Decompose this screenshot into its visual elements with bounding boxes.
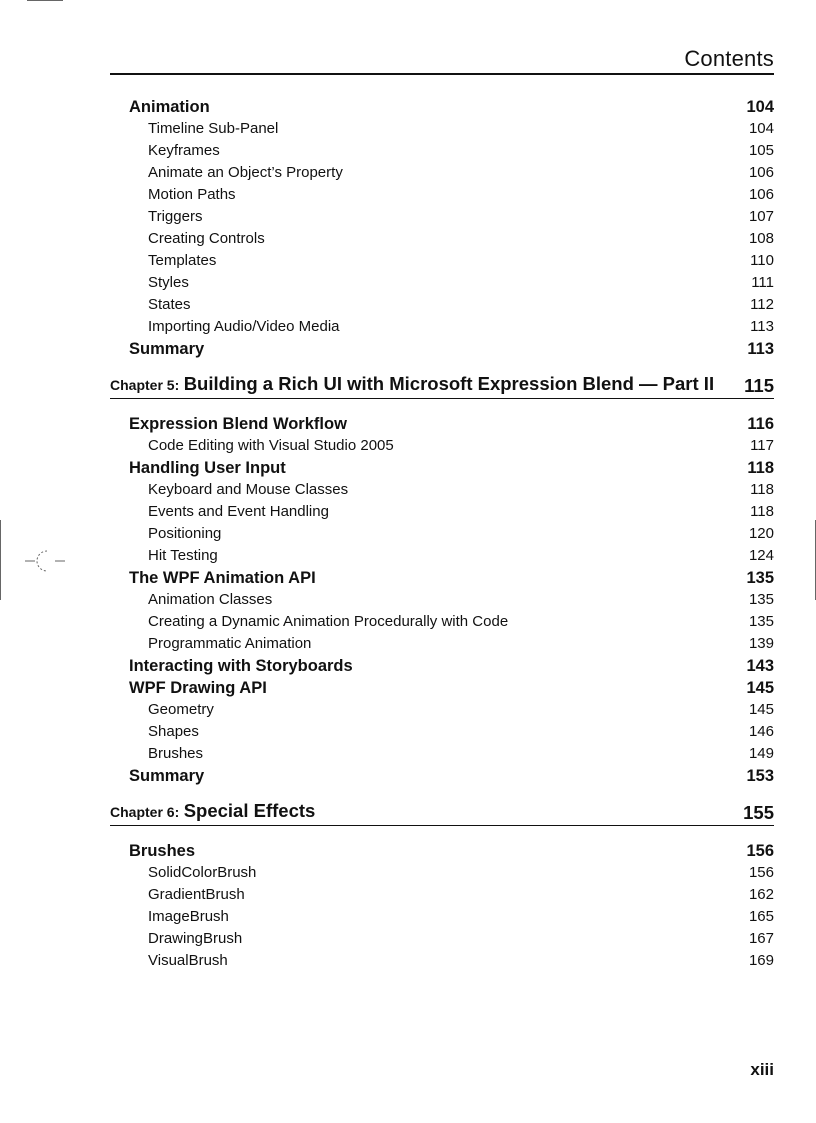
toc-page-number: 146 [748, 723, 774, 740]
toc-section-brushes[interactable] [110, 840, 774, 862]
toc-section-title: Animation [129, 98, 210, 116]
toc-entry[interactable] [110, 633, 774, 655]
toc-entry-label: Creating Controls [148, 230, 265, 247]
toc-page-number: 143 [746, 657, 774, 675]
toc-entry[interactable] [110, 479, 774, 501]
toc-entry-label: Animation Classes [148, 591, 273, 608]
toc-page-number: 145 [746, 679, 774, 697]
table-of-contents [110, 96, 774, 972]
toc-entry[interactable] [110, 884, 774, 906]
toc-page-number: 117 [750, 437, 774, 454]
toc-section-title: WPF Drawing API [129, 679, 267, 697]
toc-chapter-heading [110, 372, 714, 398]
header-rule [110, 73, 774, 75]
toc-entry[interactable] [110, 316, 774, 338]
toc-entry[interactable] [110, 589, 774, 611]
toc-page-number: 153 [746, 767, 774, 785]
toc-chapter-heading [110, 799, 315, 825]
toc-page-number: 111 [751, 274, 774, 291]
toc-page-number: 167 [748, 930, 774, 947]
toc-page-number: 104 [746, 98, 774, 116]
toc-entry-label: ImageBrush [148, 908, 229, 925]
toc-entry-label: Events and Event Handling [148, 503, 329, 520]
toc-page-number: 135 [748, 613, 774, 630]
chapter-title: Building a Rich UI with Microsoft Expression Blend — Part II [183, 373, 715, 394]
toc-section-workflow[interactable] [110, 413, 774, 435]
toc-page-number: 118 [747, 459, 774, 477]
toc-page-number: 156 [746, 842, 774, 860]
toc-entry[interactable] [110, 743, 774, 765]
toc-entry[interactable] [110, 294, 774, 316]
toc-section-title: Brushes [129, 842, 196, 860]
toc-entry-label: Templates [148, 252, 217, 269]
toc-page-number: 139 [748, 635, 774, 652]
toc-entry-label: Creating a Dynamic Animation Procedurally with Code [148, 613, 509, 630]
toc-chapter-6[interactable] [110, 801, 774, 826]
toc-section-title: Summary [129, 340, 205, 358]
page-header-title: Contents [684, 46, 774, 71]
toc-chapter-5[interactable] [110, 374, 774, 399]
toc-entry[interactable] [110, 699, 774, 721]
toc-entry[interactable] [110, 906, 774, 928]
toc-section-summary[interactable] [110, 338, 774, 360]
toc-entry-label: Programmatic Animation [148, 635, 312, 652]
toc-page-number: 118 [750, 481, 774, 498]
toc-section-user-input[interactable] [110, 457, 774, 479]
toc-entry-label: Animate an Object’s Property [148, 164, 343, 181]
toc-entry-label: States [148, 296, 191, 313]
toc-section-animation-api[interactable] [110, 567, 774, 589]
toc-page-number: 113 [750, 318, 774, 335]
toc-page-number: 116 [747, 415, 774, 433]
toc-entry-label: Keyboard and Mouse Classes [148, 481, 349, 498]
toc-page-number: 156 [748, 864, 774, 881]
toc-page-number: 112 [750, 296, 774, 313]
toc-section-title: The WPF Animation API [129, 569, 316, 587]
toc-page-number: 113 [747, 340, 774, 358]
toc-entry-label: Positioning [148, 525, 222, 542]
toc-page-number: 135 [746, 569, 774, 587]
toc-entry[interactable] [110, 140, 774, 162]
toc-entry-label: GradientBrush [148, 886, 245, 903]
toc-entry-label: Timeline Sub-Panel [148, 120, 279, 137]
toc-page-number: 120 [748, 525, 774, 542]
toc-entry[interactable] [110, 435, 774, 457]
toc-page-number: 110 [750, 252, 774, 269]
toc-page-number: 162 [748, 886, 774, 903]
toc-entry-label: DrawingBrush [148, 930, 243, 947]
toc-entry-label: Brushes [148, 745, 204, 762]
toc-entry[interactable] [110, 611, 774, 633]
toc-entry[interactable] [110, 206, 774, 228]
toc-page-number: 118 [750, 503, 774, 520]
toc-page-number: 106 [748, 164, 774, 181]
toc-page-number: 149 [748, 745, 774, 762]
toc-section-title: Expression Blend Workflow [129, 415, 347, 433]
toc-section-animation[interactable] [110, 96, 774, 118]
chapter-prefix: Chapter 5: [110, 377, 180, 393]
chapter-title: Special Effects [183, 800, 316, 821]
toc-entry-label: VisualBrush [148, 952, 228, 969]
registration-mark-icon [25, 548, 65, 574]
toc-entry[interactable] [110, 501, 774, 523]
toc-section-drawing-api[interactable] [110, 677, 774, 699]
toc-page-number: 104 [748, 120, 774, 137]
toc-page-number: 145 [748, 701, 774, 718]
toc-entry-label: Geometry [148, 701, 214, 718]
toc-entry[interactable] [110, 272, 774, 294]
toc-page-number: 165 [748, 908, 774, 925]
toc-entry-label: Hit Testing [148, 547, 218, 564]
toc-section-title: Summary [129, 767, 205, 785]
toc-page-number: 169 [748, 952, 774, 969]
toc-entry[interactable] [110, 862, 774, 884]
toc-entry-label: Styles [148, 274, 189, 291]
toc-entry[interactable] [110, 184, 774, 206]
toc-section-title: Handling User Input [129, 459, 286, 477]
toc-entry[interactable] [110, 118, 774, 140]
toc-entry-label: Motion Paths [148, 186, 236, 203]
footer-page-number: xiii [750, 1060, 774, 1079]
toc-page-number: 115 [744, 375, 774, 396]
toc-page-number: 155 [743, 802, 774, 823]
toc-entry-label: Code Editing with Visual Studio 2005 [148, 437, 394, 454]
toc-entry[interactable] [110, 928, 774, 950]
toc-entry-label: SolidColorBrush [148, 864, 257, 881]
toc-entry[interactable] [110, 228, 774, 250]
toc-page-number: 124 [748, 547, 774, 564]
toc-entry-label: Triggers [148, 208, 203, 225]
toc-entry[interactable] [110, 523, 774, 545]
crop-mark-top [27, 0, 63, 1]
toc-section-storyboards[interactable] [110, 655, 774, 677]
chapter-prefix: Chapter 6: [110, 804, 180, 820]
toc-entry[interactable] [110, 162, 774, 184]
toc-entry-label: Keyframes [148, 142, 220, 159]
toc-page-number: 108 [748, 230, 774, 247]
toc-section-title: Interacting with Storyboards [129, 657, 353, 675]
crop-mark-left [0, 520, 1, 600]
toc-entry[interactable] [110, 545, 774, 567]
toc-entry-label: Shapes [148, 723, 199, 740]
toc-page-number: 107 [748, 208, 774, 225]
toc-entry[interactable] [110, 250, 774, 272]
toc-section-summary[interactable] [110, 765, 774, 787]
toc-page-number: 135 [748, 591, 774, 608]
toc-entry[interactable] [110, 950, 774, 972]
toc-entry-label: Importing Audio/Video Media [148, 318, 340, 335]
toc-page-number: 106 [748, 186, 774, 203]
toc-page-number: 105 [748, 142, 774, 159]
toc-entry[interactable] [110, 721, 774, 743]
